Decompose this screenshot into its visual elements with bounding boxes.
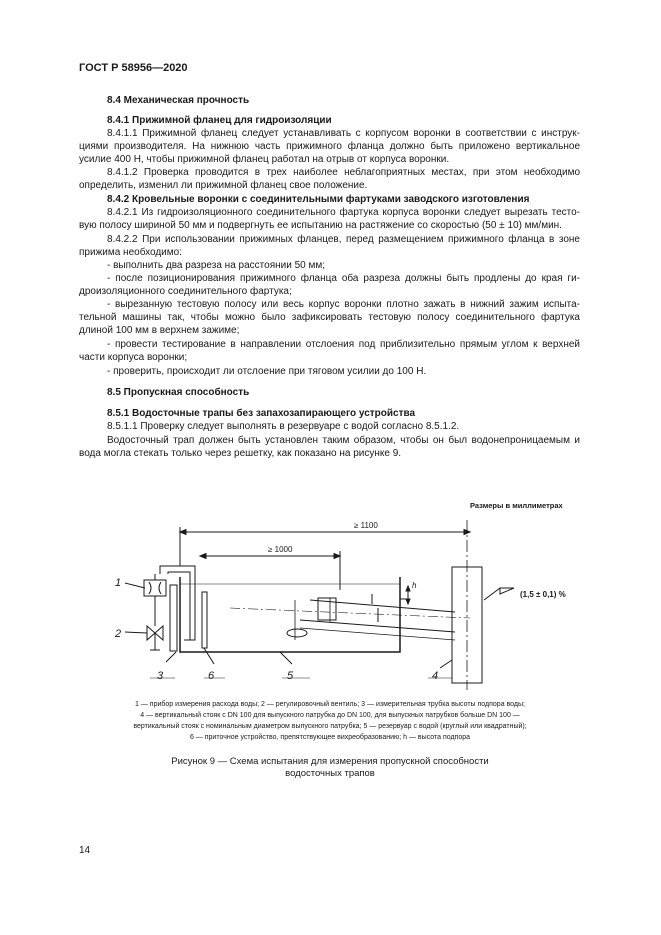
figure-caption-line1: Рисунок 9 — Схема испытания для измерения пропускной способности [171,756,489,767]
para-8-4-1-1-line1: 8.4.1.1 Прижимной фланец следует устанавливать с корпусом воронки в соответствии с инструк- [107,128,580,139]
section-8-5-title: 8.5 Пропускная способность [107,387,250,398]
trap-para-line2: вода могла стекать только через решетку, как показано на рисунке 9. [79,448,402,459]
para-8-4-1-1-line2: циями производителя. На нижнюю часть прижимного фланца должно быть приложено вертикальное [79,141,580,152]
trap-para-line1: Водосточный трап должен быть установлен таким образом, чтобы он был водонепроницаемым и [107,435,580,446]
list-item: - вырезанную тестовую полосу или весь корпус воронки плотно зажать в нижний зажим испыта- [107,299,580,310]
legend-line4: 6 — приточное устройство, препятствующее вихреобразованию; h — высота подпора [189,734,471,741]
para-8-4-1-2-line2: определить, изменил ли прижимной фланец свое положение. [79,180,368,191]
flow-meter [144,580,166,596]
para-8-5-1-1: 8.5.1.1 Проверку следует выполнять в резервуаре с водой согласно 8.5.1.2. [107,421,460,432]
page-number: 14 [79,845,91,856]
measuring-tube [170,585,177,651]
para-8-4-2-2-line1: 8.4.2.2 При использовании прижимных фланцев, перед размещением прижимного фланца в зоне [107,234,580,245]
arrow-left-icon [180,530,186,535]
para-8-4-2-1-line1: 8.4.2.1 Из гидроизоляционного соединительного фартука корпуса воронки следует вырезать тесто- [107,207,580,218]
anti-vortex-device [202,592,207,648]
section-8-5-1-title: 8.5.1 Водосточные трапы без запахозапирающего устройства [107,408,416,419]
label-6: 6 [208,670,215,682]
water-tank [180,577,400,652]
section-8-4-1-title: 8.4.1 Прижимной фланец для гидроизоляции [107,115,332,126]
slope-label: (1,5 ± 0,1) % [520,590,566,599]
label-2: 2 [115,628,122,640]
legend-line1: 1 — прибор измерения расхода воды; 2 — регулировочный вентиль; 3 — измерительная трубка высоты подпора воды; [135,701,525,708]
para-8-4-2-2-line2: прижима необходимо: [79,247,182,258]
section-8-4-2-title: 8.4.2 Кровельные воронки с соединительными фартуками заводского изготовления [107,194,530,205]
para-8-4-1-2-line1: 8.4.1.2 Проверка проводится в трех наиболее неблагоприятных местах, при этом необходимо [107,167,580,178]
list-item-cont: части корпуса воронки; [79,352,188,363]
standard-header: ГОСТ Р 58956—2020 [79,62,188,74]
label-4: 4 [432,670,439,682]
legend-line2: 4 — вертикальный стояк с DN 100 для выпускного патрубка до DN 100, для выпускных патрубков больше DN 100 — [140,712,520,719]
label-3: 3 [157,670,164,682]
legend-line3: вертикальный стояк с номинальным диаметром выпускного патрубка; 5 — резервуар с водой (круглый или квадратный); [133,723,527,730]
figure-caption-line2: водосточных трапов [285,768,375,779]
list-item-cont: длиной 100 мм в верхнем зажиме; [79,325,240,336]
label-1: 1 [115,577,122,589]
label-5: 5 [287,670,294,682]
list-item: - проверить, происходит ли отслоение при тяговом усилии до 100 Н. [107,366,427,377]
para-8-4-1-1-line3: усилие 400 Н, чтобы прижимной фланец работал на отрыв от корпуса воронки. [79,154,450,165]
units-note: Размеры в миллиметрах [470,501,563,510]
para-8-4-2-1-line2: вую полосу шириной 50 мм и подвергнуть ее испытанию на растяжение со скоростью (50 ± 10) мм/мин. [79,220,562,231]
list-item: - после позиционирования прижимного фланца оба разреза должны быть продлены до края ги- [107,273,580,284]
dim-1100: ≥ 1100 [354,521,378,530]
list-item: - провести тестирование в направлении отслоения под приблизительно прямым углом к верхней [107,339,580,350]
h-label: h [412,581,417,590]
drain-body [287,629,307,637]
dim-1000: ≥ 1000 [268,545,293,554]
section-8-4-title: 8.4 Механическая прочность [107,95,250,106]
list-item-cont: дроизоляционного соединительного фартука; [79,286,292,297]
list-item: - выполнить два разреза на расстоянии 50 мм; [107,260,326,271]
list-item-cont: тельной машины так, чтобы можно было зафиксировать тестовую полосу соединительного фартука [79,312,580,323]
